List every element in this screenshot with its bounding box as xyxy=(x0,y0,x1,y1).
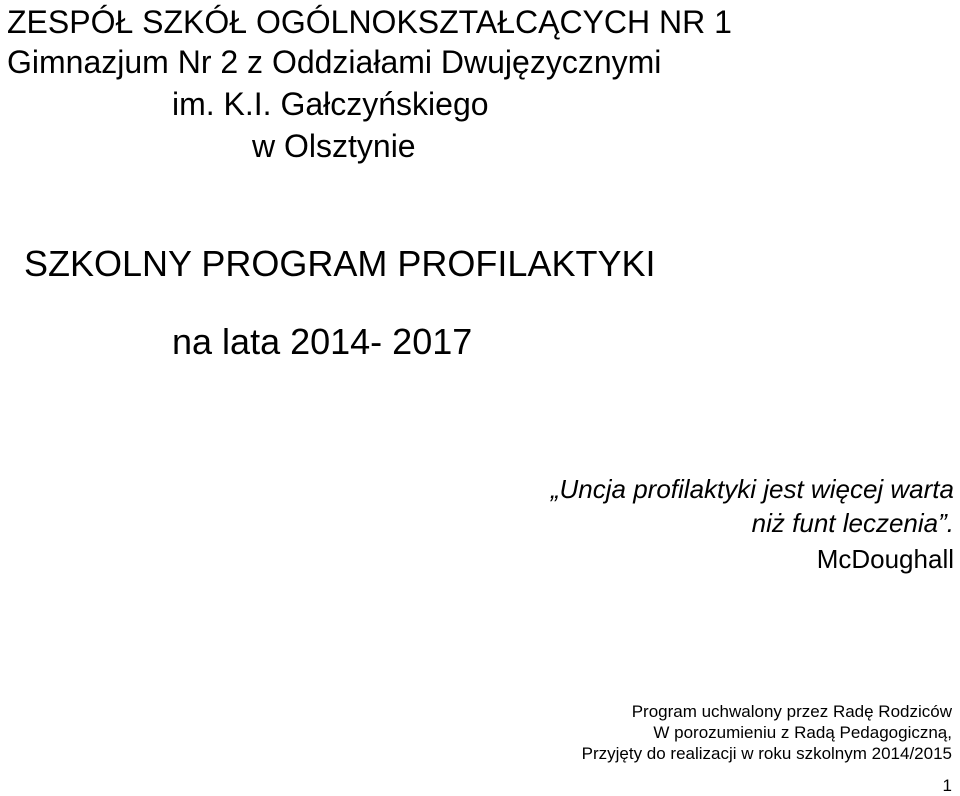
motto-author: McDoughall xyxy=(816,544,954,574)
program-title: SZKOLNY PROGRAM PROFILAKTYKI xyxy=(24,243,656,284)
motto-line-1: „Uncja profilaktyki jest więcej warta xyxy=(550,474,954,504)
approval-line-1: Program uchwalony przez Radę Rodziców xyxy=(631,702,952,721)
school-patron: im. K.I. Gałczyńskiego xyxy=(172,86,489,122)
school-city: w Olsztynie xyxy=(252,128,416,164)
school-name: ZESPÓŁ SZKÓŁ OGÓLNOKSZTAŁCĄCYCH NR 1 xyxy=(7,4,732,40)
gymnasium-name: Gimnazjum Nr 2 z Oddziałami Dwujęzycznymi xyxy=(7,44,662,80)
motto-line-2: niż funt leczenia”. xyxy=(751,508,954,538)
approval-line-2: W porozumieniu z Radą Pedagogiczną, xyxy=(653,723,952,742)
approval-line-3: Przyjęty do realizacji w roku szkolnym 2014/2015 xyxy=(581,744,952,763)
program-years: na lata 2014- 2017 xyxy=(172,321,473,362)
page-number: 1 xyxy=(942,776,952,795)
